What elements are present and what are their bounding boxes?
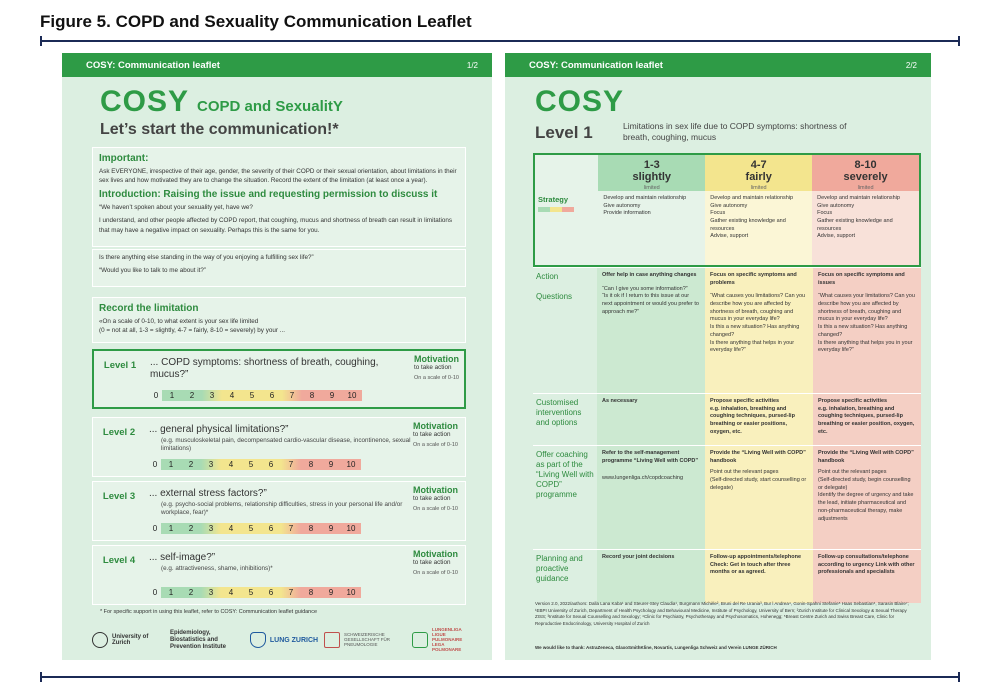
record-title: Record the limitation <box>99 303 199 314</box>
scale-cell[interactable]: 1 <box>162 390 182 401</box>
ebpi-name: Epidemiology, Biostatistics and Prevention Institute <box>169 630 226 650</box>
scale-cell[interactable]: 10 <box>341 587 361 598</box>
severity: fairly <box>745 171 772 184</box>
lung-zurich-logo <box>250 632 318 648</box>
limitation-scale <box>149 459 361 470</box>
scale-cell[interactable]: 4 <box>221 587 241 598</box>
cell-heading: Focus on specific symptoms and problems <box>710 272 797 286</box>
limitations-description: Limitations in sex life due to COPD symptoms: shortness of breath, coughing, mucus <box>623 121 847 143</box>
level-4-box <box>92 545 466 605</box>
scale-cell[interactable]: 2 <box>181 587 201 598</box>
row-label <box>535 191 598 265</box>
important-title: Important: <box>99 153 149 164</box>
sub: limited <box>857 185 874 192</box>
motivation-block <box>414 355 466 382</box>
scale-cell[interactable]: 6 <box>262 390 282 401</box>
color-swatch <box>538 207 595 212</box>
version-credits: Version 2.0, 2022/authors: Dalla Lana Kaba¹ and Steurer-Stey Claudia¹, Burgmann Michèle², Bruni del Re Urania³, Bur l Andrea⁴, Gonin-Spahni Stefanie⁵ Haas Sebastian⁶, Sarasin Blaire⁷; ¹EBPI University of Zurich, Department of Health Psychology and Behavioural Medicine, Institute of Psychology, University of Bern; ²Zurich Institute for Clinical Sexology & Sexual Therapy ZISS; ³Institute for Sexual Counselling and Sexology; ⁴Clinic for Psychiatry, Psychotherapy and Psychosomatics, Hohenegg; ⁵Breast Centre Zurich and Swiss Breast Care, Clinic for Reproductive Endocrinology, University Hospital of Zurich <box>535 601 909 626</box>
motivation-scale: On a scale of 0-10 <box>413 442 458 449</box>
scale-cell[interactable]: 10 <box>341 523 361 534</box>
cell-text: e.g. inhalation, breathing and coughing techniques, pursed-lip breathing or easier position, oxygen, etc. <box>818 405 915 435</box>
scale-cell[interactable]: 0 <box>153 391 159 400</box>
scale-cell[interactable]: 0 <box>152 460 158 469</box>
record-box <box>92 297 466 343</box>
row-label: Offer coaching as part of the “Living Well with COPD” programme <box>536 450 594 499</box>
intro-title: Introduction: Raising the issue and requesting permission to discuss it <box>99 189 438 201</box>
strategy-cell: Develop and maintain relationship Give autonomy Focus Gather existing knowledge and resources Advise, support <box>705 191 812 265</box>
table-cell <box>705 446 813 549</box>
strategy-block <box>533 153 921 267</box>
motivation-title: Motivation <box>413 485 458 495</box>
level-examples: (e.g. musculoskeletal pain, decompensated cardio-vascular disease, incontinence, sexual limitations) <box>161 437 411 453</box>
column-severely <box>812 155 919 191</box>
level-question: ... self-image?” <box>149 552 216 563</box>
level-question: ... general physical limitations?” <box>149 424 289 435</box>
link-text[interactable]: www.lungenliga.ch/copdcoaching <box>602 475 684 482</box>
sub: limited <box>643 185 660 192</box>
sgp-logo <box>324 632 406 648</box>
scale-cell[interactable]: 9 <box>322 390 342 401</box>
level-3-box <box>92 481 466 541</box>
cell-heading: Propose specific activities <box>818 398 888 404</box>
cell-heading: Record your joint decisions <box>602 554 675 560</box>
limitation-scale <box>149 587 361 598</box>
scale-cell[interactable]: 3 <box>202 390 222 401</box>
table-cell <box>705 394 813 445</box>
scale-cell[interactable]: 10 <box>342 390 362 401</box>
motivation-block <box>413 550 465 577</box>
cell-text: “What causes you limitations? Can you describe how you are affected by shortness of breath, coughing and mucus in your everyday life? Is this a new situation? Has anything changed? Is there anything that helps in your everyday life?” <box>710 293 806 354</box>
strategy-row <box>535 191 919 265</box>
motivation-sub: to take action <box>413 431 451 438</box>
scale-cell[interactable]: 9 <box>321 459 341 470</box>
cell-text: “What causes your limitations? Can you describe how you are affected by shortness of breath, coughing and mucus in your everyday life? Is this a new situation? Has anything changed? Is there anything that helps you in your everyday life?” <box>818 293 915 354</box>
table-cell <box>813 550 921 603</box>
table-header-row <box>535 155 919 191</box>
important-text: Ask EVERYONE, irrespective of their age, gender, the severity of their COPD or their sexual orientation, about limitations in their sex lives and how motivated they are to change the situation. Record the extent of the limitation (at least once a year). <box>99 168 457 185</box>
scale-cell[interactable]: 5 <box>241 523 261 534</box>
level-question: ... external stress factors?” <box>149 488 267 499</box>
column-slightly <box>598 155 705 191</box>
intro-line: I understand, and other people affected by COPD report, that coughing, mucus and shortness of breath can result in limitations that may have a negative impact on sexuality. Perhaps this is the same for you. <box>99 217 453 234</box>
scale-cell[interactable]: 0 <box>152 588 158 597</box>
page-number: 2/2 <box>905 60 917 70</box>
motivation-scale: On a scale of 0-10 <box>413 570 458 577</box>
page-number: 1/2 <box>466 60 478 70</box>
cross-icon <box>324 632 340 648</box>
table-row <box>533 393 921 445</box>
level-label: Level 3 <box>102 491 136 502</box>
record-line: (0 = not at all, 1-3 = slightly, 4-7 = fairly, 8-10 = severely) by your ... <box>99 327 285 335</box>
scale-cell[interactable]: 2 <box>181 523 201 534</box>
cell-heading: Provide the “Living Well with COPD” handbook <box>710 450 806 464</box>
leaflet-page-1 <box>62 53 492 660</box>
brand-subtitle: COPD and SexualitY <box>197 98 343 115</box>
level-label: Level 4 <box>102 555 136 566</box>
scale-cell[interactable]: 4 <box>221 459 241 470</box>
scale-cell[interactable]: 4 <box>221 523 241 534</box>
level-examples: (e.g. psycho-social problems, relationship difficulties, stress in your personal life and/or workplace, fear)* <box>161 501 403 517</box>
level-title: Level 1 <box>535 123 593 142</box>
severity: slightly <box>632 171 672 184</box>
page-header <box>505 53 931 77</box>
liga-name: LUNGENLIGA LIGUE PULMONAIRE LEGA POLMONARE <box>431 627 463 652</box>
header-empty <box>535 155 598 191</box>
table-cell <box>813 268 921 393</box>
scale-cell[interactable]: 5 <box>241 459 261 470</box>
level-examples: (e.g. attractiveness, shame, inhibitions)* <box>161 565 273 572</box>
scale-cell[interactable]: 7 <box>281 523 301 534</box>
scale-cell[interactable]: 0 <box>152 524 158 533</box>
thanks-line: We would like to thank: AstraZeneca, GlaxoSmithKline, Novartis, Lungenliga Schweiz and Verein LUNGE ZÜRICH <box>535 645 777 650</box>
scale-cell[interactable]: 5 <box>241 587 261 598</box>
table-cell <box>597 394 705 445</box>
table-cell <box>597 446 705 549</box>
scale-cell[interactable]: 2 <box>182 390 202 401</box>
cell-heading: Follow-up consultations/telephone according to urgency Link with other professionals and specialists <box>818 554 915 576</box>
scale-cell[interactable]: 9 <box>321 523 341 534</box>
top-rule <box>40 40 960 42</box>
intro-line: “We haven’t spoken about your sexuality yet, have we? <box>99 204 253 212</box>
intro-line: Is there anything else standing in the way of you enjoying a fulfilling sex life?” <box>99 254 314 261</box>
scale-cell[interactable]: 2 <box>181 459 201 470</box>
level-label: Level 2 <box>102 427 136 438</box>
scale-cell[interactable]: 3 <box>201 459 221 470</box>
scale-cell[interactable]: 8 <box>301 587 321 598</box>
cell-heading: Follow-up appointments/telephone Check: Get in touch after three months or as agreed. <box>710 554 802 576</box>
motivation-block <box>413 486 465 513</box>
scale-cell[interactable]: 3 <box>201 523 221 534</box>
sgp-name: SCHWEIZERISCHE GESELLSCHAFT FÜR PNEUMOLOGIE <box>344 631 390 647</box>
cell-heading: Focus on specific symptoms and issues <box>818 272 905 286</box>
scale-cell[interactable]: 9 <box>321 587 341 598</box>
lung-icon <box>250 632 266 648</box>
motivation-sub: to take action <box>414 364 452 371</box>
range: 1-3 <box>643 159 660 171</box>
table-row <box>533 445 921 549</box>
cell-heading: Offer help in case anything changes <box>602 272 697 278</box>
motivation-scale: On a scale of 0-10 <box>413 506 458 513</box>
motivation-sub: to take action <box>413 495 451 502</box>
cell-heading: Refer to the self-management programme “Living Well with COPD” <box>602 450 699 464</box>
leaflet-page-2 <box>505 53 931 660</box>
intro-line: “Would you like to talk to me about it?” <box>99 267 206 275</box>
level-1-box <box>92 349 466 409</box>
brand <box>100 85 343 119</box>
record-line: «On a scale of 0-10, to what extent is your sex life limited <box>99 318 259 325</box>
motivation-sub: to take action <box>413 559 451 566</box>
cell-heading: As necessary <box>602 398 638 404</box>
ebpi-logo <box>170 630 244 650</box>
table-cell <box>813 394 921 445</box>
scale-cell[interactable]: 1 <box>161 459 181 470</box>
limitation-scale <box>150 390 362 401</box>
logo-row <box>92 628 472 653</box>
scale-cell[interactable]: 6 <box>261 459 281 470</box>
cell-text: Point out the relevant pages (Self-directed study, begin counselling or delegate) Identify the degree of urgency and take the lead, initiate pharmaceutical and non-pharmaceutical therapy, make adjustments <box>818 469 914 522</box>
severity: severely <box>843 171 888 184</box>
table-cell <box>705 268 813 393</box>
table-cell <box>597 550 705 603</box>
scale-cell[interactable]: 7 <box>282 390 302 401</box>
row-label: Customised interventions and options <box>536 398 582 427</box>
uzh-logo <box>92 632 164 648</box>
column-fairly <box>705 155 812 191</box>
motivation-title: Motivation <box>413 549 458 559</box>
lung-name: LUNG ZURICH <box>269 636 319 644</box>
footnote: * For specific support in using this leaflet, refer to COSY: Communication leaflet guidance <box>100 609 318 615</box>
level-question: ... COPD symptoms: shortness of breath, coughing, mucus?” <box>150 357 379 380</box>
scale-cell[interactable]: 10 <box>341 459 361 470</box>
level-2-box <box>92 417 466 477</box>
important-box <box>92 147 466 247</box>
table-row <box>533 549 921 603</box>
scale-cell[interactable]: 8 <box>302 390 322 401</box>
cell-text: “Can I give you some information?” “Is it ok if I return to this issue at our next appointment or would you prefer to approach me?” <box>602 285 699 315</box>
scale-cell[interactable]: 6 <box>261 523 281 534</box>
cell-heading: Provide the “Living Well with COPD” handbook <box>818 450 914 464</box>
lung-icon <box>412 632 428 648</box>
limitation-scale <box>149 523 361 534</box>
row-label: Action Questions <box>536 272 573 301</box>
page-heading: Let’s start the communication!* <box>100 121 339 138</box>
table-cell <box>813 446 921 549</box>
page-header <box>62 53 492 77</box>
scale-cell[interactable]: 1 <box>161 587 181 598</box>
range: 8-10 <box>854 159 877 171</box>
table-cell <box>705 550 813 603</box>
cell-text: e.g. inhalation, breathing and coughing techniques, pursed-lip breathing or easier positions, oxygen, etc. <box>710 405 795 435</box>
motivation-scale: On a scale of 0-10 <box>414 375 459 382</box>
motivation-title: Motivation <box>413 421 458 431</box>
scale-cell[interactable]: 5 <box>242 390 262 401</box>
sub: limited <box>750 185 767 192</box>
intro-continued-box <box>92 249 466 287</box>
strategy-table <box>533 153 921 603</box>
row-label: Planning and proactive guidance <box>536 554 583 583</box>
cell-heading: Propose specific activities <box>710 398 780 404</box>
figure-title: Figure 5. COPD and Sexuality Communication Leaflet <box>40 12 472 31</box>
level-label: Level 1 <box>103 360 137 371</box>
header-label: COSY: Communication leaflet <box>529 59 663 71</box>
strategy-label: Strategy <box>538 195 569 204</box>
motivation-block <box>413 422 465 449</box>
table-cell <box>597 268 705 393</box>
range: 4-7 <box>750 159 767 171</box>
scale-cell[interactable]: 8 <box>301 459 321 470</box>
lungenliga-logo <box>412 628 472 653</box>
scale-cell[interactable]: 7 <box>281 587 301 598</box>
scale-cell[interactable]: 3 <box>201 587 221 598</box>
scale-cell[interactable]: 4 <box>222 390 242 401</box>
scale-cell[interactable]: 6 <box>261 587 281 598</box>
scale-cell[interactable]: 8 <box>301 523 321 534</box>
scale-cell[interactable]: 7 <box>281 459 301 470</box>
uzh-name: University of Zurich <box>112 633 149 647</box>
strategy-cell: Develop and maintain relationship Give autonomy Focus Gather existing knowledge and resources Advise, support <box>812 191 919 265</box>
scale-cell[interactable]: 1 <box>161 523 181 534</box>
table-row <box>533 267 921 393</box>
seal-icon <box>92 632 108 648</box>
bottom-rule <box>40 676 960 678</box>
cell-text: Point out the relevant pages (Self-directed study, start counselling or delegate) <box>710 469 807 491</box>
motivation-title: Motivation <box>414 354 459 364</box>
brand-logo-text: COSY <box>100 85 190 118</box>
brand-logo-text: COSY <box>535 85 625 118</box>
header-label: COSY: Communication leaflet <box>86 59 220 71</box>
strategy-cell: Develop and maintain relationship Give autonomy Provide information <box>598 191 705 265</box>
